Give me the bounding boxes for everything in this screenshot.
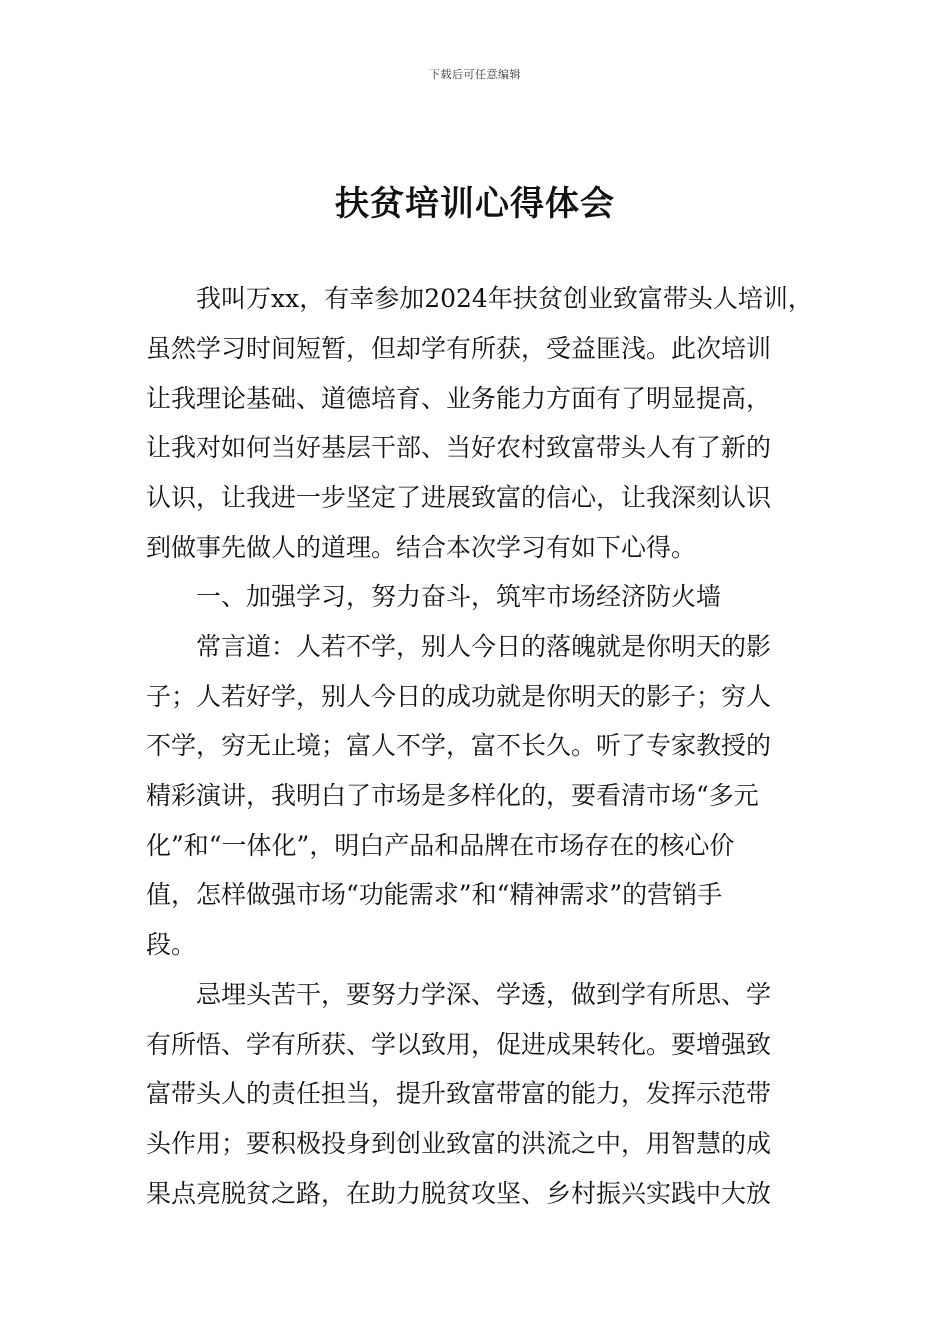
body-line: 认识，让我进一步坚定了进展致富的信心，让我深刻认识 (146, 483, 772, 512)
body-line: 富带头人的责任担当，提升致富带富的能力，发挥示范带 (146, 1079, 772, 1108)
body-line: 有所悟、学有所获、学以致用，促进成果转化。要增强致 (146, 1030, 772, 1059)
body-line: 不学，穷无止境；富人不学，富不长久。听了专家教授的 (146, 731, 772, 760)
body-line: 精彩演讲，我明白了市场是多样化的，要看清市场“多元 (146, 781, 759, 810)
body-line: 化”和“一体化”，明白产品和品牌在市场存在的核心价 (146, 831, 735, 860)
body-line: 常言道：人若不学，别人今日的落魄就是你明天的影 (196, 632, 772, 661)
body-line: 到做事先做人的道理。结合本次学习有如下心得。 (146, 533, 697, 562)
body-line: 我叫万xx，有幸参加2024年扶贫创业致富带头人培训， (196, 284, 813, 313)
body-line: 段。 (146, 930, 197, 959)
body-line: 虽然学习时间短暂，但却学有所获，受益匪浅。此次培训 (146, 334, 772, 363)
body-line: 头作用；要积极投身到创业致富的洪流之中，用智慧的成 (146, 1129, 772, 1158)
body-line: 果点亮脱贫之路，在助力脱贫攻坚、乡村振兴实践中大放 (146, 1179, 772, 1208)
body-line: 忌埋头苦干，要努力学深、学透，做到学有所思、学 (196, 980, 772, 1009)
body-line: 让我理论基础、道德培育、业务能力方面有了明显提高， (146, 384, 772, 413)
document-title: 扶贫培训心得体会 (335, 184, 615, 224)
body-line: 子；人若好学，别人今日的成功就是你明天的影子；穷人 (146, 682, 772, 711)
page-header-note: 下载后可任意编辑 (429, 68, 521, 81)
body-line: 让我对如何当好基层干部、当好农村致富带头人有了新的 (146, 433, 772, 462)
section-heading: 一、加强学习，努力奋斗，筑牢市场经济防火墙 (196, 582, 722, 611)
body-line: 值，怎样做强市场“功能需求”和“精神需求”的营销手 (146, 880, 723, 909)
